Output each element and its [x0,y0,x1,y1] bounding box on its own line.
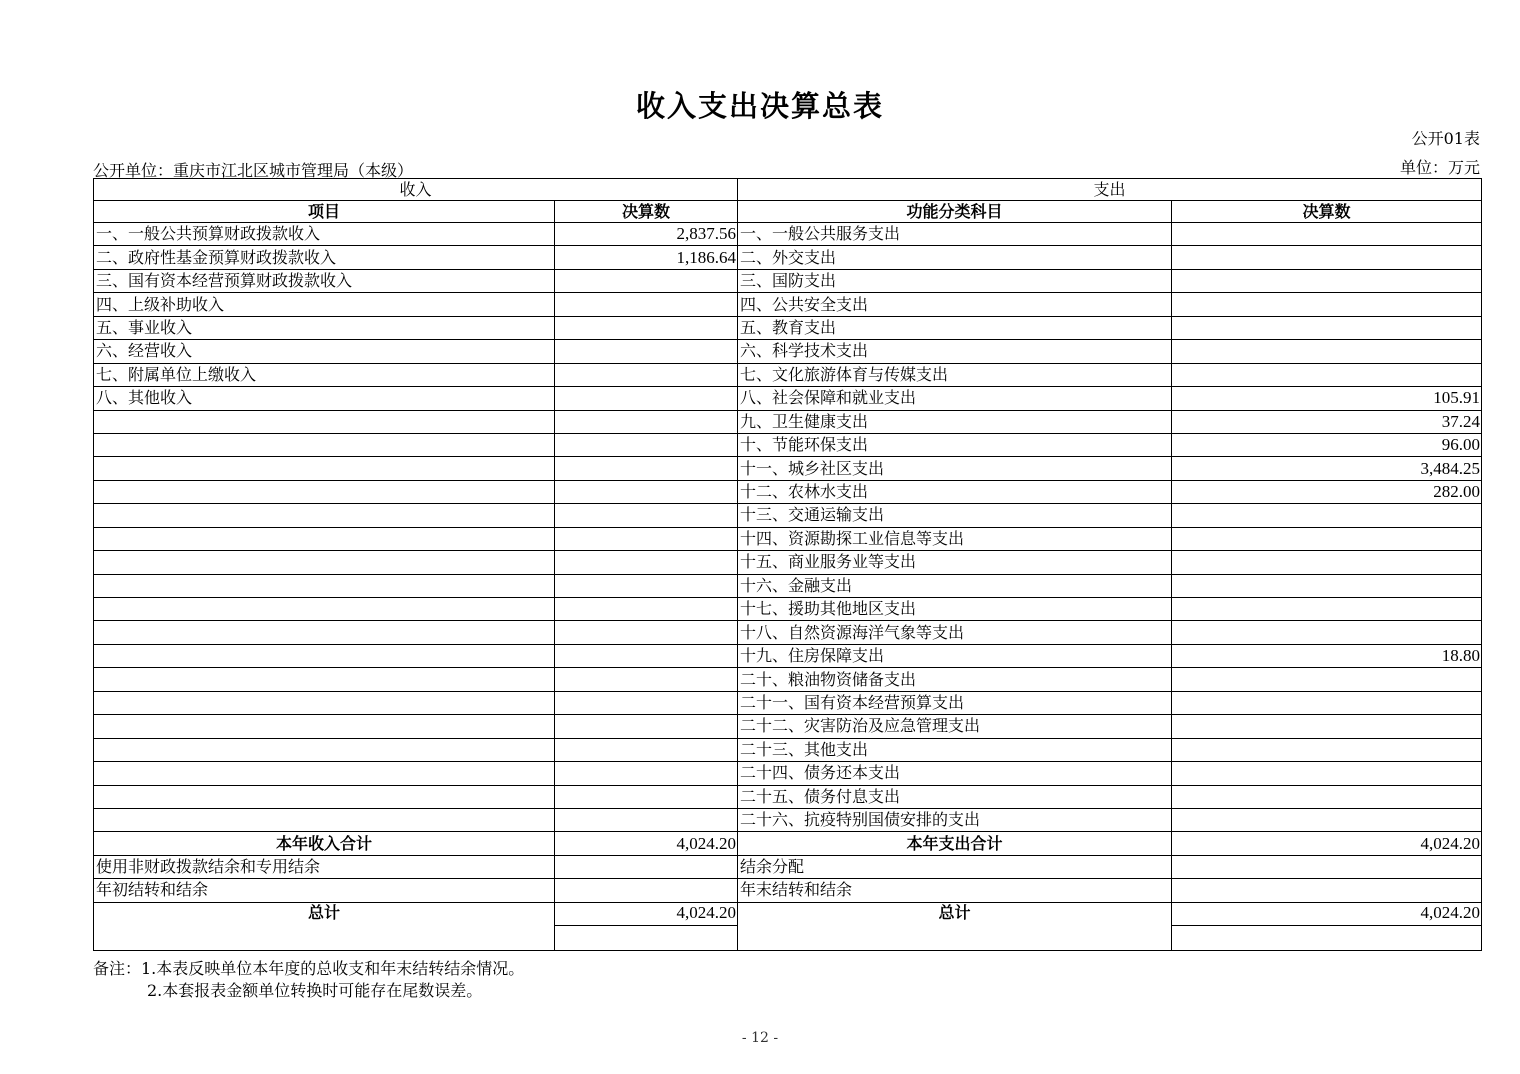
income-amount-cell [555,879,738,902]
expense-amount-cell [1172,598,1482,621]
expense-amount-cell [1172,574,1482,597]
income-amount-cell [555,621,738,644]
total-row [94,902,1482,925]
expense-item-cell: 九、卫生健康支出 [738,410,1172,433]
table-row [94,410,1482,433]
expense-item-cell: 二十六、抗疫特别国债安排的支出 [738,808,1172,831]
expense-amount-cell [1172,504,1482,527]
expense-item-cell: 一、一般公共服务支出 [738,223,1172,246]
expense-item-cell: 十六、金融支出 [738,574,1172,597]
expense-item-cell: 十二、农林水支出 [738,480,1172,503]
income-amount-cell [555,527,738,550]
expense-amount-cell [1172,879,1482,902]
expense-item-cell: 年末结转和结余 [738,879,1172,902]
expense-amount-cell: 282.00 [1172,480,1482,503]
income-item-cell: 一、一般公共预算财政拨款收入 [94,223,555,246]
expense-amount-cell [1172,785,1482,808]
table-row [94,223,1482,246]
income-item-cell [94,527,555,550]
expense-amount-cell [1172,293,1482,316]
income-amount-cell [555,808,738,831]
table-row [94,316,1482,339]
income-amount-cell [555,855,738,878]
note-1: 备注：1.本表反映单位本年度的总收支和年末结转结余情况。 [93,959,525,978]
note-2: 2.本套报表金额单位转换时可能存在尾数误差。 [147,981,483,1000]
expense-item-cell: 六、科学技术支出 [738,340,1172,363]
table-row [94,598,1482,621]
income-item-cell [94,785,555,808]
income-amount-cell: 4,024.20 [555,832,738,855]
expense-item-cell: 二十四、债务还本支出 [738,762,1172,785]
income-item-cell: 八、其他收入 [94,387,555,410]
table-row [94,621,1482,644]
table-row [94,363,1482,386]
expense-item-cell: 二十、粮油物资储备支出 [738,668,1172,691]
notes [93,958,524,1002]
table-row [94,738,1482,761]
table-row [94,527,1482,550]
table-row [94,808,1482,831]
income-item-cell [94,598,555,621]
table-row [94,387,1482,410]
income-item-cell [94,621,555,644]
income-amount-cell [555,387,738,410]
income-item-cell: 使用非财政拨款结余和专用结余 [94,855,555,878]
income-amount-header: 决算数 [555,201,738,223]
table-row [94,246,1482,269]
income-amount-cell [555,762,738,785]
income-amount-cell: 1,186.64 [555,246,738,269]
income-amount-cell [555,574,738,597]
income-item-cell [94,808,555,831]
income-item-cell: 本年收入合计 [94,832,555,855]
table-row [94,551,1482,574]
income-amount-cell [555,410,738,433]
income-item-cell [94,574,555,597]
income-item-cell [94,738,555,761]
table-row [94,715,1482,738]
expense-item-cell: 七、文化旅游体育与传媒支出 [738,363,1172,386]
expense-amount-cell [1172,269,1482,292]
blank-cell [1172,926,1482,951]
expense-amount-cell [1172,691,1482,714]
table-row [94,480,1482,503]
income-header: 收入 [94,179,738,201]
table-row [94,785,1482,808]
expense-amount-cell [1172,363,1482,386]
expense-item-cell: 三、国防支出 [738,269,1172,292]
income-item-cell: 二、政府性基金预算财政拨款收入 [94,246,555,269]
expense-amount-cell [1172,246,1482,269]
expense-amount-cell [1172,316,1482,339]
income-amount-cell [555,691,738,714]
income-amount-cell [555,785,738,808]
expense-amount-cell [1172,551,1482,574]
expense-amount-cell: 37.24 [1172,410,1482,433]
table-row [94,668,1482,691]
table-row [94,293,1482,316]
income-amount-cell [555,668,738,691]
expense-amount-cell [1172,527,1482,550]
table-body [94,179,1482,951]
expense-amount-cell [1172,762,1482,785]
income-item-cell [94,551,555,574]
item-header: 项目 [94,201,555,223]
income-amount-cell [555,644,738,667]
expense-item-cell: 十八、自然资源海洋气象等支出 [738,621,1172,644]
expense-amount-cell [1172,223,1482,246]
income-item-cell: 六、经营收入 [94,340,555,363]
expense-amount-cell [1172,621,1482,644]
expense-amount-cell [1172,808,1482,831]
expense-item-cell: 二、外交支出 [738,246,1172,269]
expense-item-cell: 四、公共安全支出 [738,293,1172,316]
table-row [94,269,1482,292]
expense-amount-cell [1172,855,1482,878]
income-amount-cell [555,340,738,363]
income-amount-cell [555,363,738,386]
table-row [94,574,1482,597]
income-amount-cell [555,316,738,339]
income-item-cell: 七、附属单位上缴收入 [94,363,555,386]
income-item-cell [94,504,555,527]
income-amount-cell [555,715,738,738]
income-item-cell: 三、国有资本经营预算财政拨款收入 [94,269,555,292]
total-expense-label: 总计 [738,902,1172,950]
expense-amount-cell [1172,715,1482,738]
expense-item-cell: 二十三、其他支出 [738,738,1172,761]
expense-item-cell: 十一、城乡社区支出 [738,457,1172,480]
total-income-label: 总计 [94,902,555,950]
header-row-group [94,179,1482,201]
expense-header: 支出 [738,179,1482,201]
income-item-cell [94,457,555,480]
income-item-cell [94,433,555,456]
total-income-amount: 4,024.20 [555,902,738,925]
income-amount-cell [555,293,738,316]
blank-cell [555,926,738,951]
income-item-cell: 五、事业收入 [94,316,555,339]
expense-amount-cell: 105.91 [1172,387,1482,410]
currency-unit: 单位：万元 [1399,158,1480,177]
income-item-cell [94,668,555,691]
table-row [94,433,1482,456]
expense-item-cell: 二十二、灾害防治及应急管理支出 [738,715,1172,738]
page-number: - 12 - [741,1030,779,1046]
table-row [94,340,1482,363]
expense-item-cell: 十三、交通运输支出 [738,504,1172,527]
income-amount-cell [555,738,738,761]
subtotal-row [94,832,1482,855]
income-amount-cell [555,598,738,621]
table-row [94,855,1482,878]
income-item-cell: 年初结转和结余 [94,879,555,902]
expense-amount-header: 决算数 [1172,201,1482,223]
expense-item-cell: 本年支出合计 [738,832,1172,855]
form-number: 公开01表 [1411,129,1480,148]
expense-item-cell: 八、社会保障和就业支出 [738,387,1172,410]
expense-item-cell: 十七、援助其他地区支出 [738,598,1172,621]
reporting-unit: 公开单位：重庆市江北区城市管理局（本级） [93,161,414,180]
income-amount-cell [555,433,738,456]
expense-item-cell: 十四、资源勘探工业信息等支出 [738,527,1172,550]
income-item-cell [94,762,555,785]
income-item-cell [94,480,555,503]
expense-amount-cell: 3,484.25 [1172,457,1482,480]
table-row [94,879,1482,902]
income-item-cell: 四、上级补助收入 [94,293,555,316]
expense-amount-cell: 96.00 [1172,433,1482,456]
expense-item-cell: 二十五、债务付息支出 [738,785,1172,808]
income-amount-cell [555,269,738,292]
total-expense-amount: 4,024.20 [1172,902,1482,925]
expense-item-cell: 结余分配 [738,855,1172,878]
budget-table [93,178,1482,951]
expense-item-cell: 十九、住房保障支出 [738,644,1172,667]
table-row [94,644,1482,667]
income-amount-cell [555,504,738,527]
expense-amount-cell [1172,340,1482,363]
income-item-cell [94,715,555,738]
table-row [94,504,1482,527]
income-item-cell [94,644,555,667]
expense-amount-cell [1172,668,1482,691]
function-item-header: 功能分类科目 [738,201,1172,223]
expense-item-cell: 十、节能环保支出 [738,433,1172,456]
unit-line [93,155,1480,180]
expense-item-cell: 十五、商业服务业等支出 [738,551,1172,574]
expense-amount-cell [1172,738,1482,761]
expense-item-cell: 二十一、国有资本经营预算支出 [738,691,1172,714]
expense-amount-cell: 4,024.20 [1172,832,1482,855]
header-row-columns [94,201,1482,223]
income-item-cell [94,410,555,433]
table-row [94,762,1482,785]
income-amount-cell [555,480,738,503]
income-item-cell [94,691,555,714]
expense-amount-cell: 18.80 [1172,644,1482,667]
page-title: 收入支出决算总表 [635,89,884,123]
income-amount-cell: 2,837.56 [555,223,738,246]
table-row [94,691,1482,714]
income-amount-cell [555,457,738,480]
expense-item-cell: 五、教育支出 [738,316,1172,339]
table-row [94,457,1482,480]
income-amount-cell [555,551,738,574]
